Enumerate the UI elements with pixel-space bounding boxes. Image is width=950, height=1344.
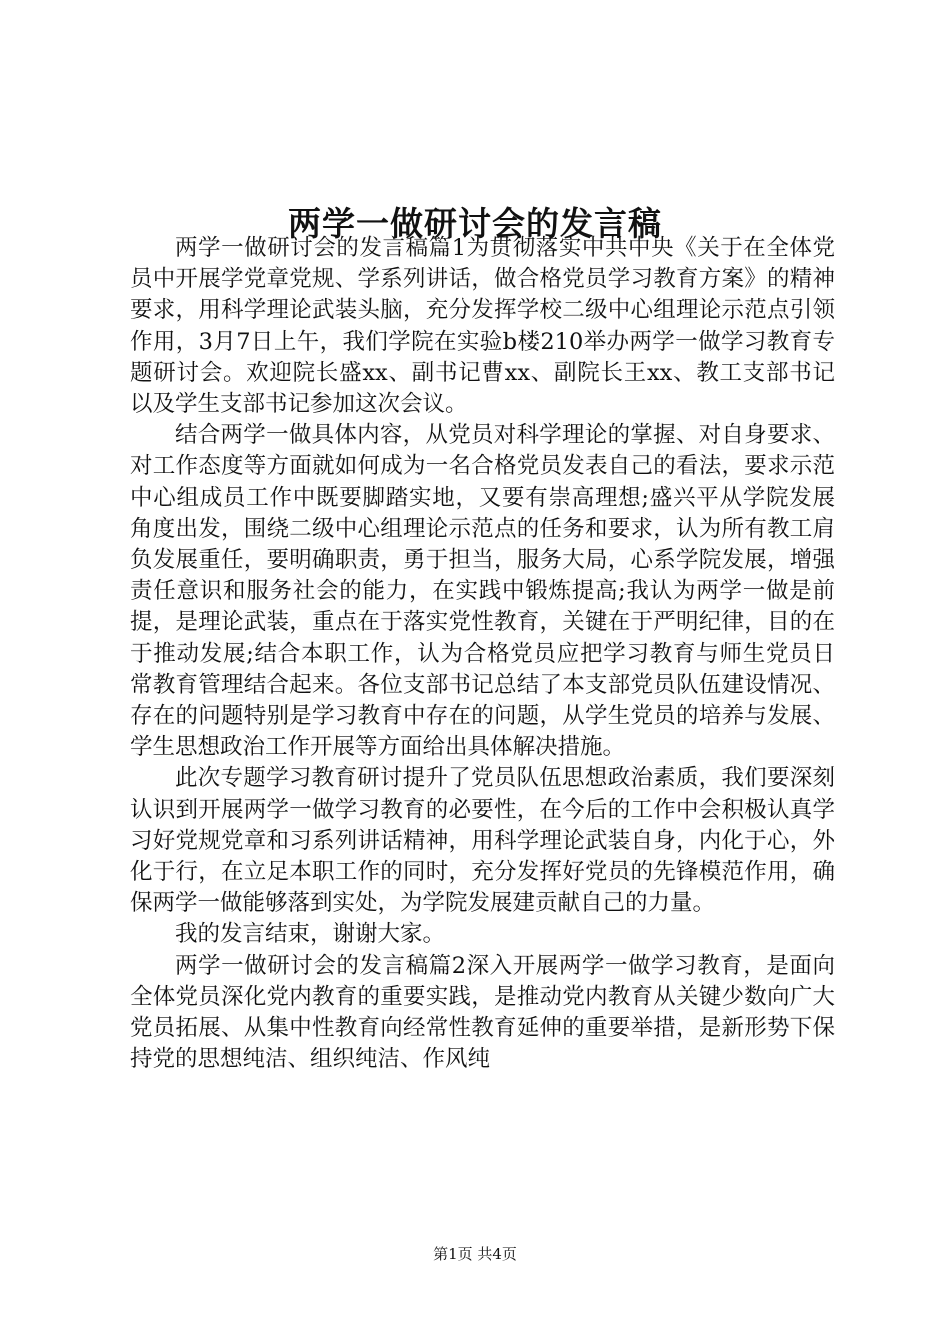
paragraph-4: 我的发言结束，谢谢大家。	[175, 921, 446, 948]
paragraph-5: 两学一做研讨会的发言稿篇2深入开展两学一做学习教育，是面向全体党员深化党内教育的重要实践，是推动党内教育从关键少数向广大党员拓展、从集中性教育向经常性教育延伸的重要举措，是新形势下保持党的思想纯洁、组织纯洁、作风纯	[130, 952, 835, 1073]
paragraph-3: 此次专题学习教育研讨提升了党员队伍思想政治素质，我们要深刻认识到开展两学一做学习教育的必要性，在今后的工作中会积极认真学习好党规党章和习系列讲话精神，用科学理论武装自身，内化于心，外化于行，在立足本职工作的同时，充分发挥好党员的先锋模范作用，确保两学一做能够落到实处，为学院发展建贡献自己的力量。	[130, 765, 835, 917]
document-body	[130, 233, 835, 1075]
page-number-footer: 第1页 共4页	[433, 1245, 517, 1263]
paragraph-2: 结合两学一做具体内容，从党员对科学理论的掌握、对自身要求、对工作态度等方面就如何成为一名合格党员发表自己的看法，要求示范中心组成员工作中既要脚踏实地，又要有崇高理想;盛兴平从学院发展角度出发，围绕二级中心组理论示范点的任务和要求，认为所有教工肩负发展重任，要明确职责，勇于担当，服务大局，心系学院发展，增强责任意识和服务社会的能力，在实践中锻炼提高;我认为两学一做是前提，是理论武装，重点在于落实党性教育，关键在于严明纪律，目的在于推动发展;结合本职工作，认为合格党员应把学习教育与师生党员日常教育管理结合起来。各位支部书记总结了本支部党员队伍建设情况、存在的问题特别是学习教育中存在的问题，从学生党员的培养与发展、学生思想政治工作开展等方面给出具体解决措施。	[130, 422, 835, 761]
document-title: 两学一做研讨会的发言稿	[288, 204, 662, 244]
paragraph-1: 两学一做研讨会的发言稿篇1为贯彻落实中共中央《关于在全体党员中开展学党章党规、学系列讲话，做合格党员学习教育方案》的精神要求，用科学理论武装头脑，充分发挥学校二级中心组理论示范点引领作用，3月7日上午，我们学院在实验b楼210举办两学一做学习教育专题研讨会。欢迎院长盛xx、副书记曹xx、副院长王xx、教工支部书记以及学生支部书记参加这次会议。	[130, 235, 835, 418]
